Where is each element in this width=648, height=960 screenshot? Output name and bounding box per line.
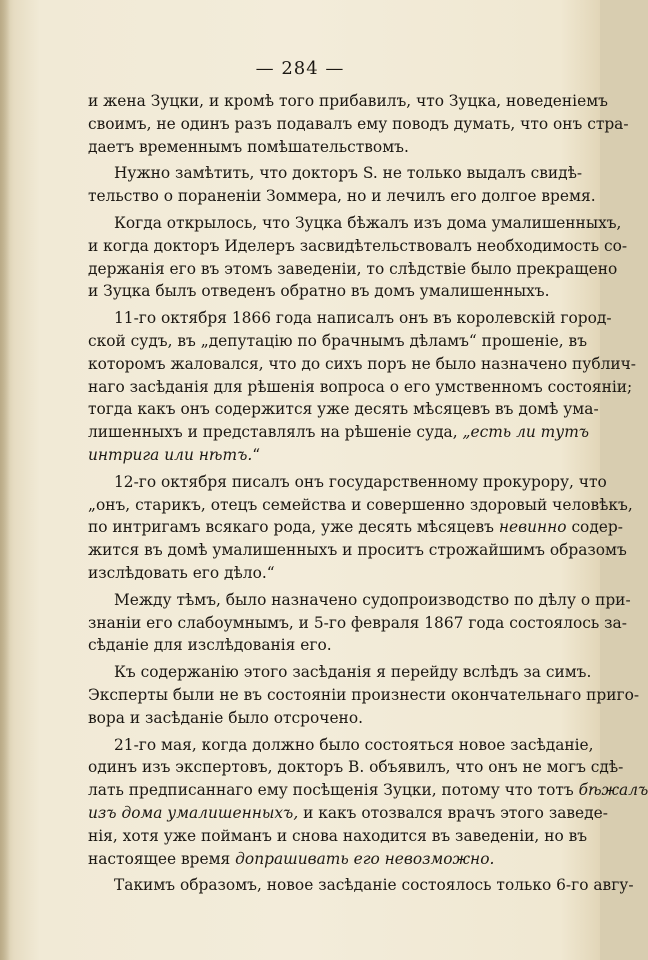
text-line	[88, 113, 629, 136]
text-line	[88, 376, 633, 399]
text-line	[88, 612, 627, 635]
text-line	[88, 516, 623, 539]
text-segment: сѣданіе для изслѣдованія его.	[88, 636, 332, 655]
text-line	[88, 634, 558, 657]
text-segment: Такимъ образомъ, новое засѣданіе состоялось только 6-го авгу-	[114, 876, 634, 895]
text-segment: вора и засѣданіе было отсрочено.	[88, 708, 363, 727]
text-segment: настоящее время	[88, 849, 236, 868]
paragraph	[88, 307, 636, 467]
text-segment: тельство о пораненіи Зоммера, но и лечилъ его долгое время.	[88, 187, 596, 206]
italic-text: „есть ли тутъ	[462, 423, 590, 442]
text-segment: лишенныхъ и представлялъ на рѣшеніе суда,	[88, 423, 463, 442]
text-segment: Когда открылось, что Зуцка бѣжалъ изъ дома умалишенныхъ,	[114, 213, 622, 232]
text-segment: держанія его въ этомъ заведеніи, то слѣдствіе было прекращено	[88, 259, 618, 278]
text-segment: тогда какъ онъ содержится уже десять мѣсяцевъ въ домѣ ума-	[88, 400, 599, 419]
text-segment: одинъ изъ экспертовъ, докторъ В. объявилъ, что онъ не могъ сдѣ-	[88, 758, 624, 777]
italic-text: допрашивать его невозможно.	[235, 849, 495, 868]
text-line	[88, 235, 628, 258]
text-line	[88, 684, 640, 707]
text-line	[88, 539, 627, 562]
page-number: — 284 —	[255, 58, 345, 79]
text-line	[88, 589, 631, 612]
text-segment: и жена Зуцки, и кромѣ того прибавилъ, что Зуцка, новеденіемъ	[88, 92, 608, 110]
text-segment: Нужно замѣтить, что докторъ S. не только выдалъ свидѣ-	[114, 164, 583, 183]
text-segment: 11-го октября 1866 года написалъ онъ въ королевскій город-	[114, 309, 612, 328]
text-segment: “	[252, 445, 261, 464]
paragraph	[88, 589, 631, 657]
text-segment: Эксперты были не въ состояніи произнести окончательнаго приго-	[88, 685, 640, 704]
paragraph	[88, 212, 628, 303]
text-line	[88, 162, 583, 185]
text-line	[88, 848, 558, 871]
text-segment: и Зуцка былъ отведенъ обратно въ домъ умалишенныхъ.	[88, 282, 550, 301]
text-line	[88, 185, 596, 208]
text-segment: и какъ отозвался врачъ этого заведе-	[298, 803, 608, 822]
text-segment: по интригамъ всякаго рода, уже десять мѣсяцевъ	[88, 518, 499, 537]
text-line	[88, 661, 592, 684]
paragraph	[88, 874, 634, 897]
text-segment: наго засѣданія для рѣшенія вопроса о его умственномъ состояніи;	[88, 377, 633, 396]
text-segment: содер-	[566, 518, 623, 537]
text-line	[88, 280, 558, 303]
text-line	[88, 874, 634, 897]
text-segment: нія, хотя уже пойманъ и снова находится въ заведеніи, но въ	[88, 826, 588, 845]
text-line	[88, 756, 624, 779]
text-line	[88, 421, 590, 444]
text-line	[88, 212, 622, 235]
paragraph	[88, 734, 648, 871]
text-segment: знаніи его слабоумнымъ, и 5-го февраля 1867 года состоялось за-	[88, 613, 627, 632]
text-line	[88, 707, 558, 730]
italic-text: невинно	[498, 518, 567, 537]
text-segment: и когда докторъ Иделеръ засвидѣтельствовалъ необходимость со-	[88, 236, 628, 255]
text-segment: Между тѣмъ, было назначено судопроизводство по дѣлу о при-	[114, 590, 631, 609]
text-line	[88, 802, 608, 825]
paragraph	[88, 661, 640, 729]
text-line	[88, 90, 608, 113]
text-line	[88, 562, 558, 585]
text-line	[88, 825, 588, 848]
text-line	[88, 779, 648, 802]
text-segment: лать предписаннаго ему посѣщенія Зуцки, потому что тотъ	[88, 781, 579, 800]
paragraph	[88, 162, 596, 208]
text-segment: ской судъ, въ „депутацію по брачнымъ дѣламъ“ прошеніе, въ	[88, 331, 588, 350]
page-gutter-shadow	[0, 0, 10, 960]
text-line	[88, 494, 633, 517]
text-segment: даетъ временнымъ помѣшательствомъ.	[88, 137, 409, 156]
text-line	[88, 734, 594, 757]
text-line	[88, 398, 599, 421]
text-line	[88, 471, 607, 494]
italic-text: бѣжалъ	[578, 781, 648, 800]
text-segment: 21-го мая, когда должно было состояться новое засѣданіе,	[114, 735, 594, 754]
paragraph	[88, 90, 629, 158]
italic-text: интрига или нѣтъ.	[88, 445, 253, 464]
text-line	[88, 330, 588, 353]
text-segment: жится въ домѣ умалишенныхъ и проситъ строжайшимъ образомъ	[88, 541, 627, 560]
text-segment: изслѣдовать его дѣло.“	[88, 563, 275, 582]
text-segment: которомъ жаловался, что до сихъ поръ не было назначено публич-	[88, 354, 636, 373]
text-segment: „онъ, старикъ, отецъ семейства и совершенно здоровый человѣкъ,	[88, 495, 633, 514]
text-line	[88, 444, 558, 467]
text-line	[88, 353, 636, 376]
text-line	[88, 136, 558, 159]
text-segment: 12-го октября писалъ онъ государственному прокурору, что	[114, 472, 607, 491]
paragraph	[88, 471, 633, 585]
text-segment: Къ содержанію этого засѣданія я перейду вслѣдъ за симъ.	[114, 663, 592, 682]
italic-text: изъ дома умалишенныхъ,	[88, 803, 299, 822]
body-text	[88, 90, 648, 897]
text-line	[88, 258, 618, 281]
text-segment: своимъ, не одинъ разъ подавалъ ему поводъ думать, что онъ стра-	[88, 114, 629, 133]
text-line	[88, 307, 612, 330]
